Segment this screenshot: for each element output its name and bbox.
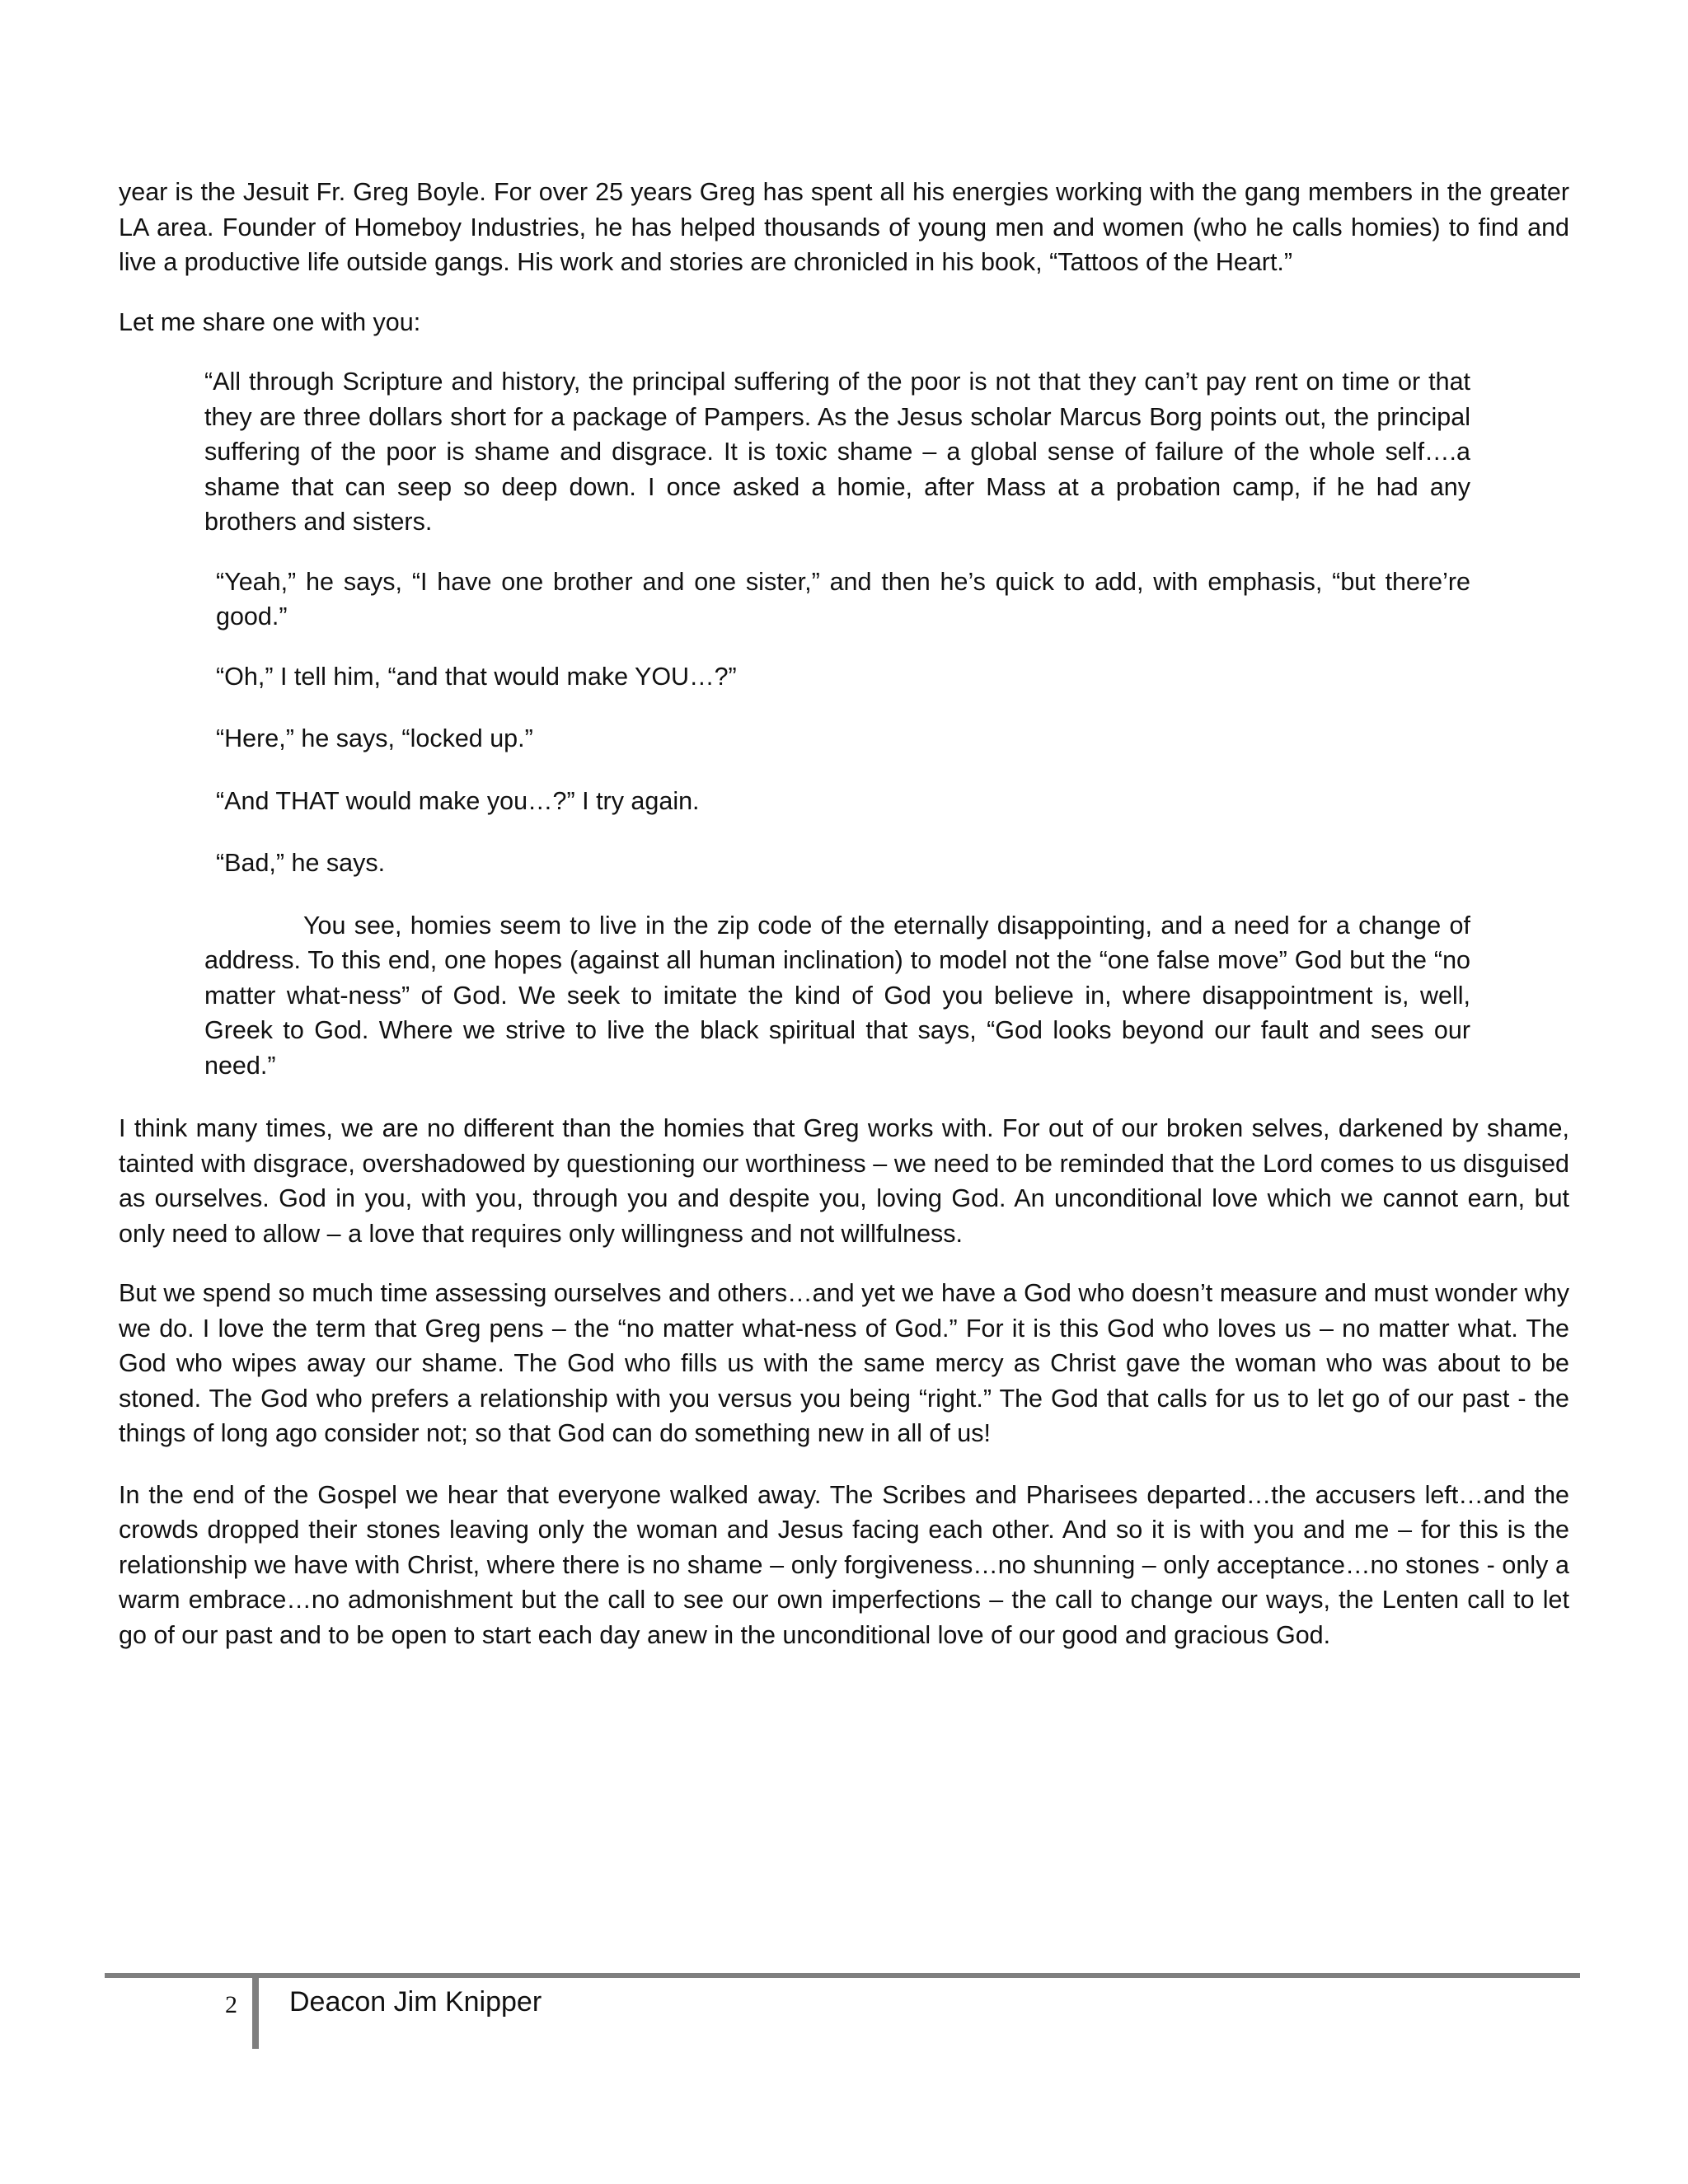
page-footer xyxy=(105,1973,1580,2050)
footer-divider xyxy=(252,1978,259,2049)
quote-dialog-make-you: “Oh,” I tell him, “and that would make YOU…?” xyxy=(216,662,737,691)
quote-paragraph-zip-code: You see, homies seem to live in the zip code of the eternally disappointing, and a need for a change of address. To this end, one hopes (against all human inclination) to model not the “one false move” God but the “no matter what-ness” of God. We seek to imitate the kind of God you believe in, where disappointment is, well, Greek to God. Where we strive to live the black spiritual that says, “God looks beyond our fault and sees our need.” xyxy=(204,911,1470,1080)
paragraph-greg-boyle-intro: year is the Jesuit Fr. Greg Boyle. For over 25 years Greg has spent all his energies working with the gang members in the greater LA area. Founder of Homeboy Industries, he has helped thousands of young men and women (who he calls homies) to find and live a productive life outside gangs. His work and stories are chronicled in his book, “Tattoos of the Heart.” xyxy=(119,178,1569,276)
footer-rule xyxy=(105,1973,1580,1978)
paragraph-homies-reflection: I think many times, we are no different than the homies that Greg works with. For out of our broken selves, darkened by shame, tainted with disgrace, overshadowed by questioning our worthiness – we need to be reminded that the Lord comes to us disguised as ourselves. God in you, with you, through you and despite you, loving God. An unconditional love which we cannot earn, but only need to allow – a love that requires only willingness and not willfulness. xyxy=(119,1114,1569,1248)
page-number: 2 xyxy=(225,1991,237,2018)
quote-dialog-locked-up: “Here,” he says, “locked up.” xyxy=(216,724,533,752)
paragraph-no-matter-whatness: But we spend so much time assessing ourselves and others…and yet we have a God who doesn’t measure and must wonder why we do. I love the term that Greg pens – the “no matter what-ness of God.” For it is this God who loves us – no matter what. The God who wipes away our shame. The God who fills us with the same mercy as Christ gave the woman who was about to be stoned. The God who prefers a relationship with you versus you being “right.” The God that calls for us to let go of our past - the things of long ago consider not; so that God can do something new in all of us! xyxy=(119,1279,1569,1447)
paragraph-gospel-ending: In the end of the Gospel we hear that everyone walked away. The Scribes and Pharisees departed…the accusers left…and the crowds dropped their stones leaving only the woman and Jesus facing each other. And so it is with you and me – for this is the relationship we have with Christ, where there is no shame – only forgiveness…no shunning – only acceptance…no stones - only a warm embrace…no admonishment but the call to see our own imperfections – the call to change our ways, the Lenten call to let go of our past and to be open to start each day anew in the unconditional love of our good and gracious God. xyxy=(119,1480,1569,1649)
document-body xyxy=(119,175,1569,1677)
quote-paragraph-suffering: “All through Scripture and history, the principal suffering of the poor is not that they can’t pay rent on time or that they are three dollars short for a package of Pampers. As the Jesus scholar Marcus Borg points out, the principal suffering of the poor is shame and disgrace. It is toxic shame – a global sense of failure of the whole self….a shame that can seep so deep down. I once asked a homie, after Mass at a probation camp, if he had any brothers and sisters. xyxy=(204,368,1470,536)
quote-dialog-brother-sister: “Yeah,” he says, “I have one brother and one sister,” and then he’s quick to add, with emphasis, “but there’re good.” xyxy=(216,567,1470,630)
quote-dialog-try-again: “And THAT would make you…?” I try again. xyxy=(216,786,700,815)
paragraph-share-intro: Let me share one with you: xyxy=(119,307,421,336)
footer-author: Deacon Jim Knipper xyxy=(289,1986,542,2018)
block-quote xyxy=(204,364,1470,1083)
quote-dialog-bad: “Bad,” he says. xyxy=(216,849,386,877)
